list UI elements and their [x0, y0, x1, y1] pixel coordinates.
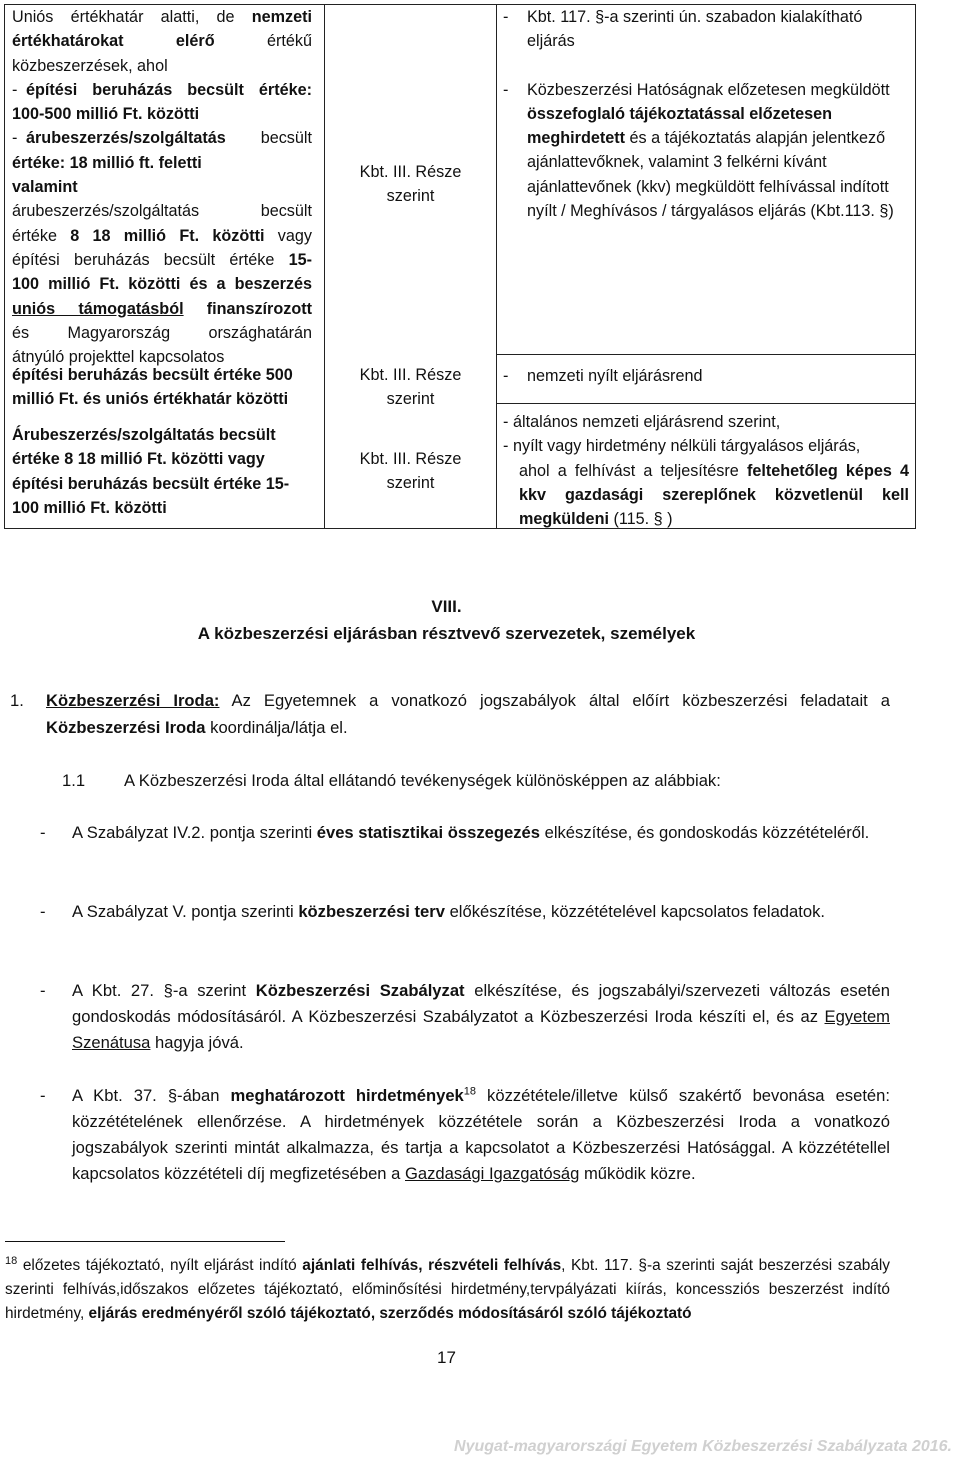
text — [72, 1083, 890, 1187]
text: Árubeszerzés/szolgáltatás becsült értéke 8 18 millió Ft. közötti vagy építési beruházás becsült értéke 15-100 millió Ft. közötti — [12, 426, 290, 517]
bullet-item — [10, 1083, 890, 1187]
procedure-item — [503, 410, 909, 434]
footnote-rule — [5, 1241, 285, 1242]
text: szerint — [386, 474, 435, 493]
row1-threshold-text — [12, 5, 312, 369]
footnote-ref: 18 — [463, 1085, 477, 1098]
item-text — [46, 688, 890, 741]
item-number: 1.1 — [62, 771, 86, 790]
threshold-line — [12, 199, 312, 223]
text: Uniós értékhatár alatti, de — [12, 8, 252, 26]
page-number: 17 — [437, 1348, 456, 1367]
text: valamint — [12, 178, 78, 197]
item-number: 1. — [10, 691, 24, 710]
text: Közbeszerzési Szabályzat — [255, 981, 465, 1000]
text: általános nemzeti eljárásrend szerint, — [513, 413, 781, 431]
footer-watermark: Nyugat-magyarországi Egyetem Közbeszerzési Szabályzata 2016. — [454, 1438, 952, 1455]
text: közbeszerzések, ahol — [12, 56, 168, 75]
threshold-line — [12, 29, 312, 53]
text: A Kbt. 27. §-a szerint — [72, 981, 256, 1000]
text: A Kbt. 37. §-ában — [72, 1086, 231, 1105]
text: Közbeszerzési Iroda — [46, 717, 206, 737]
bullet-item — [10, 978, 890, 1056]
text: 100-500 millió Ft. közötti — [12, 105, 200, 124]
text: Közbeszerzési Hatóságnak előzetesen megküldött — [527, 80, 890, 99]
text: koordinálja/látja el. — [205, 717, 348, 737]
table-divider — [496, 403, 915, 404]
dash: - — [40, 981, 46, 1000]
dash: - — [503, 8, 509, 26]
text: és a tájékoztatás alapján jelentkező ajánlattevőknek, valamint 3 felkérni kívánt ajánlattevőnek (kkv) megküldött felhívással indított nyílt / Meghívásos / tárgyalásos eljárás (Kbt.113. §) — [527, 129, 894, 221]
text: meghatározott hirdetmények — [230, 1086, 464, 1105]
text: Egyetem Szenátusa — [72, 1007, 890, 1052]
procedure-item — [503, 459, 909, 532]
dash: - — [12, 80, 18, 99]
text — [26, 126, 312, 150]
text: nemzeti — [251, 8, 312, 26]
threshold-line — [12, 297, 312, 321]
threshold-line — [12, 321, 312, 345]
row1-legal-basis — [325, 160, 496, 209]
text: árubeszerzés/szolgáltatás — [26, 129, 226, 148]
text: feltehetőleg képes 4 kkv gazdasági szereplőnek közvetlenül kell megküldeni — [519, 461, 909, 529]
item-1-1 — [10, 768, 890, 794]
row3-legal-basis — [325, 447, 496, 496]
item-text: A Közbeszerzési Iroda által ellátandó tevékenységek különösképpen az alábbiak: — [124, 771, 721, 790]
text: vagy — [264, 226, 312, 245]
text: előkészítése, közzétételével kapcsolatos feladatok. — [444, 902, 825, 921]
text: becsült — [225, 129, 312, 148]
text: építési beruházás becsült értéke 500 millió Ft. és uniós értékhatár közötti — [12, 366, 293, 409]
threshold-line — [12, 5, 312, 29]
text: Közbeszerzési Iroda: — [46, 691, 220, 710]
threshold-line — [12, 224, 312, 248]
text: eljárás eredményéről szóló tájékoztató, szerződés módosításáról szóló tájékoztató — [88, 1305, 692, 1322]
footnote — [5, 1254, 890, 1326]
text: Kbt. 117. §-a szerinti ún. szabadon kialakítható eljárás — [527, 8, 863, 51]
text: előzetes tájékoztató, nyílt eljárást indító — [17, 1257, 303, 1274]
text: Az Egyetemnek a vonatkozó jogszabályok által előírt közbeszerzési feladatait a — [219, 691, 890, 710]
procedure-item — [503, 364, 907, 388]
dash: - — [503, 367, 509, 385]
procedure-item — [503, 78, 907, 224]
threshold-line — [12, 102, 312, 126]
row3-threshold-text — [12, 423, 312, 520]
text: árubeszerzés/szolgáltatás becsült — [12, 202, 312, 221]
eligibility-table — [4, 4, 916, 529]
text: értéke — [12, 226, 71, 245]
row2-legal-basis — [325, 363, 496, 412]
text: építési beruházás becsült értéke — [12, 250, 289, 269]
text: elkészítése, és jogszabályi/szervezeti változás esetén gondoskodás módosításáról. A Közbeszerzési Szabályzatot a Közbeszerzési Iroda készíti el, és az — [72, 981, 890, 1026]
text: (115. § ) — [608, 510, 673, 529]
text: nemzeti nyílt eljárásrend — [527, 367, 703, 385]
threshold-line — [12, 248, 312, 272]
item-1 — [10, 688, 890, 741]
section-title: A közbeszerzési eljárásban résztvevő szervezetek, személyek — [197, 624, 696, 643]
table-divider — [496, 354, 915, 355]
text: nyílt vagy hirdetmény nélküli tárgyalásos eljárás, — [513, 437, 861, 456]
text: működik közre. — [579, 1164, 696, 1183]
table-divider — [496, 5, 497, 528]
text — [527, 78, 907, 224]
text — [72, 899, 890, 925]
row2-threshold-text — [12, 363, 312, 412]
threshold-line — [12, 272, 312, 296]
text: szerint — [386, 187, 435, 206]
text: ajánlati felhívás, részvételi felhívás — [302, 1257, 562, 1274]
threshold-line — [12, 175, 312, 199]
text: értéke: 18 millió ft. feletti — [12, 153, 202, 172]
text: elkészítése, és gondoskodás közzétételéről. — [539, 823, 870, 842]
section-heading — [0, 593, 893, 647]
text: éves statisztikai összegezés — [316, 823, 540, 842]
section-number: VIII. — [431, 597, 462, 616]
dash: - — [40, 902, 46, 921]
footnote-number: 18 — [5, 1254, 18, 1267]
text: A Szabályzat IV.2. pontja szerinti — [72, 823, 317, 842]
text: uniós támogatásból — [12, 299, 184, 318]
text: finanszírozott — [183, 299, 312, 318]
text: hagyja jóvá. — [150, 1033, 244, 1052]
text: és Magyarország országhatárán — [12, 323, 312, 342]
bullet-item — [10, 899, 890, 925]
text: 8 18 millió Ft. közötti — [70, 226, 265, 245]
dash: - — [503, 413, 509, 431]
threshold-line — [12, 78, 312, 102]
text: szerint — [386, 390, 435, 409]
text — [72, 978, 890, 1056]
text: közzététele/illetve külső szakértő bevonása esetén: közzétételének ellenőrzése. A hirdetmények közzététele során a Közbeszerzési Iroda a vonatkozó jogszabályok szerinti mintát alkalmazza, és tartja a kapcsolatot a Közbeszerzési Hatósággal. A közzététellel kapcsolatos közzétételi díj megfizetésében a — [72, 1086, 891, 1183]
threshold-line — [12, 126, 312, 150]
text: építési beruházás becsült értéke: — [26, 80, 312, 99]
threshold-line — [12, 151, 312, 175]
text: , Kbt. 117. §-a szerinti saját beszerzési szabály szerinti felhívás,időszakos előzetes tájékoztató, előminősítési hirdetmény,tervpályázati kiírás, koncessziós beszerzést indító hirdetmény, — [5, 1257, 890, 1322]
text: közbeszerzési terv — [298, 902, 445, 921]
row1-procedure — [503, 5, 907, 223]
text: A Szabályzat V. pontja szerinti — [72, 902, 299, 921]
procedure-item — [503, 5, 907, 54]
text: összefoglaló tájékoztatással előzetesen meghirdetett — [527, 104, 832, 148]
dash: - — [503, 80, 509, 99]
text: értékhatárokat elérő — [12, 32, 215, 51]
row3-procedure — [503, 410, 909, 531]
bullet-item — [10, 820, 890, 846]
row2-procedure — [503, 364, 907, 388]
text: 100 millió Ft. közötti és a beszerzés — [12, 275, 312, 294]
text: Kbt. III. Része — [359, 366, 462, 384]
dash: - — [40, 1086, 46, 1105]
text: átnyúló projekttel kapcsolatos — [12, 348, 225, 367]
dash: - — [503, 437, 509, 456]
dash: - — [12, 129, 18, 148]
dash: - — [40, 823, 46, 842]
text: értékű — [214, 32, 312, 51]
text: 15- — [288, 250, 312, 269]
text: Kbt. III. Része — [359, 163, 462, 181]
text: ahol a felhívást a teljesítésre — [519, 461, 747, 480]
procedure-item — [503, 434, 909, 458]
threshold-line — [12, 54, 312, 78]
text: Gazdasági Igazgatóság — [405, 1164, 580, 1183]
text — [72, 820, 890, 846]
text: Kbt. III. Része — [359, 450, 462, 468]
